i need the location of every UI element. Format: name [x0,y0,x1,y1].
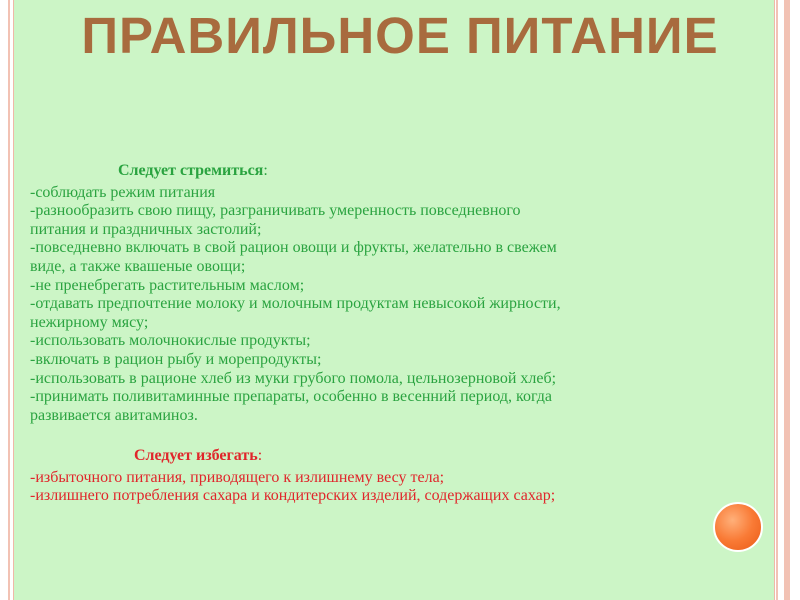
strive-line: -принимать поливитаминные препараты, особенно в весенний период, когда [30,388,552,406]
strive-line: -использовать молочнокислые продукты; [30,332,311,350]
right-border-stripe [776,0,778,600]
avoid-line: -избыточного питания, приводящего к излишнему весу тела; [30,468,445,486]
strive-heading-text: Следует стремиться [118,162,264,179]
strive-line: виде, а также квашеные овощи; [30,257,246,275]
strive-heading-colon: : [263,162,268,179]
avoid-heading-text: Следует избегать [134,447,258,464]
strive-line: -повседневно включать в свой рацион овощи и фрукты, желательно в свежем [30,239,557,257]
slide-title: ПРАВИЛЬНОЕ ПИТАНИЕ [81,7,719,64]
avoid-heading-colon: : [257,447,263,464]
strive-line: -соблюдать режим питания [30,183,216,201]
orange-circle-decoration [713,502,763,552]
strive-line: нежирному мясу; [30,313,149,331]
strive-heading [30,162,730,181]
strive-section [30,162,730,425]
strive-line: -отдавать предпочтение молоку и молочным продуктам невысокой жирности, [30,295,561,313]
strive-line: -разнообразить свою пищу, разграничивать умеренность повседневного [30,202,521,220]
strive-line: -включать в рацион рыбу и морепродукты; [30,350,322,368]
strive-line: питания и праздничных застолий; [30,220,262,238]
avoid-heading [30,447,750,466]
avoid-line: -излишнего потребления сахара и кондитерских изделий, содержащих сахар; [30,487,556,505]
strive-line: развивается авитаминоз. [30,406,198,424]
strive-line: -не пренебрегать растительным маслом; [30,276,305,294]
strive-line: -использовать в рационе хлеб из муки грубого помола, цельнозерновой хлеб; [30,369,557,387]
avoid-section [30,447,750,506]
left-border-stripe [8,0,10,600]
right-border-band [784,0,790,600]
